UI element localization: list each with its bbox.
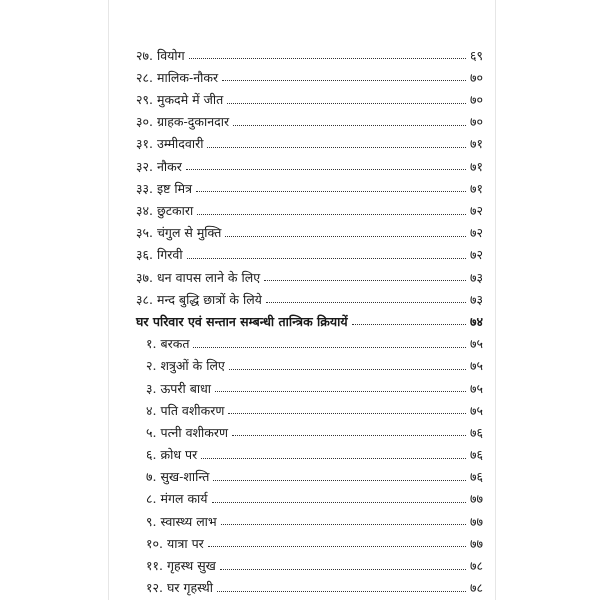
entry-number: ७. bbox=[146, 469, 157, 485]
entry-title: छुटकारा bbox=[156, 203, 194, 218]
entry-page: ७० bbox=[469, 69, 483, 85]
entry-page: ७१ bbox=[469, 136, 483, 152]
entry-number: २८. bbox=[136, 69, 153, 85]
entry-number: ४. bbox=[146, 402, 157, 418]
entry-title: ऊपरी बाधा bbox=[160, 380, 212, 396]
entry-page: ७६ bbox=[469, 447, 483, 463]
section-title: घर परिवार एवं सन्तान सम्बन्धी तान्त्रिक क्रियायें bbox=[136, 313, 348, 329]
entry-page: ७१ bbox=[469, 180, 483, 196]
entry-title: गृहस्थ सुख bbox=[166, 558, 216, 573]
table-of-contents bbox=[136, 40, 483, 595]
toc-row bbox=[136, 84, 483, 106]
entry-page: ७३ bbox=[469, 269, 483, 285]
dot-leader bbox=[213, 480, 466, 481]
dot-leader bbox=[221, 524, 466, 525]
toc-row bbox=[136, 439, 483, 461]
entry-number: ३५. bbox=[136, 225, 153, 241]
toc-row bbox=[136, 373, 483, 395]
entry-title: क्रोध पर bbox=[160, 447, 198, 463]
dot-leader bbox=[187, 258, 466, 259]
entry-number: ३३. bbox=[136, 180, 153, 196]
entry-number: ३४. bbox=[136, 203, 153, 218]
entry-page: ७० bbox=[469, 92, 483, 108]
entry-title: पत्नी वशीकरण bbox=[160, 424, 229, 440]
entry-title: गिरवी bbox=[156, 247, 183, 263]
entry-number: १. bbox=[146, 336, 157, 352]
entry-page: ७८ bbox=[469, 558, 483, 573]
dot-leader bbox=[264, 280, 466, 281]
toc-row bbox=[136, 240, 483, 262]
toc-row bbox=[136, 506, 483, 528]
entry-number: ३. bbox=[146, 380, 157, 396]
entry-number: ३२. bbox=[136, 158, 153, 174]
entry-title: धन वापस लाने के लिए bbox=[156, 269, 261, 285]
dot-leader bbox=[233, 125, 466, 126]
dot-leader bbox=[201, 458, 466, 459]
entry-page: ७२ bbox=[469, 225, 483, 241]
entry-number: ३८. bbox=[136, 291, 153, 307]
dot-leader bbox=[217, 591, 466, 592]
entry-title: शत्रुओं के लिए bbox=[160, 358, 225, 374]
entry-page: ७६ bbox=[469, 469, 483, 485]
toc-row bbox=[136, 351, 483, 373]
toc-group-b bbox=[136, 328, 483, 594]
entry-page: ७६ bbox=[469, 424, 483, 440]
entry-number: २. bbox=[146, 358, 157, 374]
toc-row bbox=[136, 195, 483, 217]
entry-page: ७५ bbox=[469, 402, 483, 418]
entry-page: ७५ bbox=[469, 358, 483, 374]
entry-title: यात्रा पर bbox=[166, 535, 204, 551]
entry-title: ग्राहक-दुकानदार bbox=[156, 114, 230, 130]
dot-leader bbox=[222, 80, 466, 81]
toc-section-heading bbox=[136, 306, 483, 328]
entry-number: १२. bbox=[146, 580, 163, 596]
toc-row bbox=[136, 107, 483, 129]
entry-title: नौकर bbox=[156, 158, 182, 174]
toc-row bbox=[136, 417, 483, 439]
toc-row bbox=[136, 40, 483, 62]
entry-title: इष्ट मित्र bbox=[156, 180, 193, 196]
toc-row bbox=[136, 62, 483, 84]
dot-leader bbox=[215, 391, 466, 392]
entry-page: ७५ bbox=[469, 380, 483, 396]
dot-leader bbox=[232, 435, 466, 436]
toc-group-a bbox=[136, 40, 483, 306]
entry-page: ७७ bbox=[469, 491, 483, 507]
dot-leader bbox=[225, 236, 466, 237]
toc-row bbox=[136, 328, 483, 350]
entry-title: बरकत bbox=[160, 336, 190, 352]
entry-page: ७० bbox=[469, 114, 483, 130]
dot-leader bbox=[228, 413, 466, 414]
toc-row bbox=[136, 284, 483, 306]
toc-row bbox=[136, 550, 483, 572]
dot-leader bbox=[208, 546, 466, 547]
entry-number: १०. bbox=[146, 535, 163, 551]
entry-number: ८. bbox=[146, 491, 157, 507]
dot-leader bbox=[227, 103, 466, 104]
entry-page: ७८ bbox=[469, 580, 483, 596]
entry-page: ७३ bbox=[469, 291, 483, 307]
dot-leader bbox=[197, 214, 466, 215]
entry-number: २७. bbox=[136, 47, 153, 63]
entry-page: ७५ bbox=[469, 336, 483, 352]
dot-leader bbox=[266, 302, 466, 303]
entry-title: मालिक-नौकर bbox=[156, 69, 219, 85]
dot-leader bbox=[186, 169, 466, 170]
entry-title: मुकदमे में जीत bbox=[156, 92, 224, 108]
entry-title: उम्मीदवारी bbox=[156, 136, 204, 152]
entry-number: ३७. bbox=[136, 269, 153, 285]
entry-number: ३०. bbox=[136, 114, 153, 130]
dot-leader bbox=[220, 569, 466, 570]
toc-row bbox=[136, 151, 483, 173]
entry-number: ३१. bbox=[136, 136, 153, 152]
entry-title: वियोग bbox=[156, 47, 185, 63]
entry-title: पति वशीकरण bbox=[160, 402, 225, 418]
entry-page: ६९ bbox=[469, 47, 483, 63]
toc-row bbox=[136, 573, 483, 595]
dot-leader bbox=[193, 347, 466, 348]
entry-page: ७१ bbox=[469, 158, 483, 174]
toc-row bbox=[136, 484, 483, 506]
dot-leader bbox=[212, 502, 466, 503]
toc-row bbox=[136, 262, 483, 284]
entry-title: सुख-शान्ति bbox=[160, 469, 210, 485]
entry-page: ७२ bbox=[469, 203, 483, 218]
entry-number: ३६. bbox=[136, 247, 153, 263]
entry-title: चंगुल से मुक्ति bbox=[156, 225, 222, 241]
toc-row bbox=[136, 218, 483, 240]
entry-number: ११. bbox=[146, 558, 163, 573]
entry-page: ७२ bbox=[469, 247, 483, 263]
dot-leader bbox=[207, 147, 466, 148]
dot-leader bbox=[189, 58, 466, 59]
toc-row bbox=[136, 129, 483, 151]
toc-row bbox=[136, 528, 483, 550]
toc-row bbox=[136, 173, 483, 195]
toc-row bbox=[136, 462, 483, 484]
entry-number: ६. bbox=[146, 447, 157, 463]
toc-row bbox=[136, 395, 483, 417]
entry-number: ५. bbox=[146, 424, 157, 440]
entry-number: २९. bbox=[136, 92, 153, 108]
dot-leader bbox=[196, 191, 466, 192]
entry-title: घर गृहस्थी bbox=[166, 580, 213, 596]
entry-page: ७७ bbox=[469, 535, 483, 551]
dot-leader bbox=[352, 324, 466, 325]
section-page: ७४ bbox=[469, 313, 483, 329]
entry-number: ९. bbox=[146, 513, 157, 529]
entry-page: ७७ bbox=[469, 513, 483, 529]
dot-leader bbox=[229, 369, 466, 370]
entry-title: स्वास्थ्य लाभ bbox=[160, 513, 217, 529]
entry-title: मंगल कार्य bbox=[160, 491, 208, 507]
entry-title: मन्द बुद्धि छात्रों के लिये bbox=[156, 291, 262, 307]
